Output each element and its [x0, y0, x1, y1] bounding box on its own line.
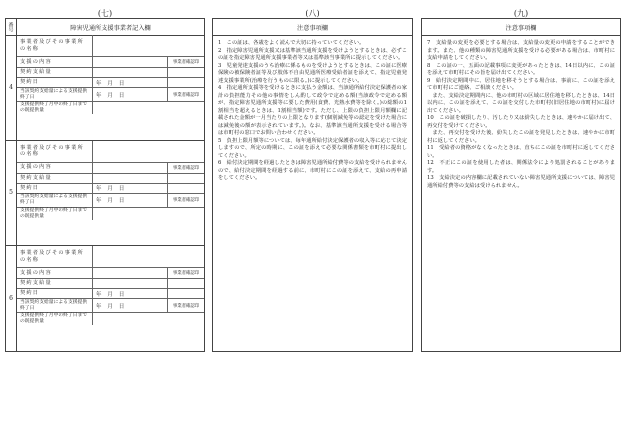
- confirm-seal: 事業者確認印: [172, 303, 200, 309]
- notes-panel-8: [212, 18, 413, 352]
- month-unit: 月: [107, 303, 113, 310]
- month-unit: 月: [107, 291, 113, 298]
- remaining-value[interactable]: [93, 208, 204, 220]
- note-paragraph: 9 給付決定期間中に、居住地を移そうとする場合は、事前に、この証を添えて市町村にご連絡、ご相談ください。: [427, 77, 615, 91]
- day-unit: 日: [118, 92, 125, 99]
- cap-date-row: [17, 88, 204, 102]
- cap-date-label: 当該契約支給量による支援提供終了日: [17, 194, 93, 207]
- cap-date-row: [17, 194, 204, 208]
- amount-label: 契約支給量: [17, 174, 93, 183]
- content-value[interactable]: [93, 163, 168, 173]
- amount-label: 契約支給量: [17, 279, 93, 288]
- section-number: 4: [6, 35, 17, 140]
- note-paragraph: 7 支給量の変更を必要とする場合は、支給量の変更の申請をすることができます。また、他の種類の障害児通所支援を受ける必要がある場合は、市町村に支給申請をしてください。: [427, 40, 615, 61]
- office-value[interactable]: [93, 246, 204, 267]
- note-paragraph: 4 指定通所支援等を受けるときに支払う金額は、当該通所給付決定保護者の家計の負担能力その他の事情をしん酌して政令で定める額(当該政令で定める額が、指定障害児通所支援等に要した費用(食費、光熱水費等を除く。)の総額の1割相当を超えるときは、1割相当額)です。ただし、上限の負担上限月額欄に記載された金額が一月当たりの上限となります(個別減免等の認定を受けた場合には減免後の額が表示されています。)。なお、基準該当通所支援を受ける場合等は市町村の窓口でお問い合わせください。: [218, 85, 407, 136]
- section-number: 6: [6, 246, 17, 352]
- day-unit: 日: [118, 198, 125, 205]
- amount-row: [17, 174, 204, 184]
- content-value[interactable]: [93, 57, 168, 67]
- content-label: 支援の内容: [17, 268, 93, 278]
- day-unit: 日: [118, 80, 125, 87]
- contract-date-value[interactable]: [93, 184, 168, 193]
- content-label: 支援の内容: [17, 163, 93, 173]
- note-paragraph: 3 児童発達支援のうち治療に係るものを受けようとするときは、この証に医療保険の被保険者証等及び肢体不自由児通所医療受給者証を添えて、指定児童発達支援事業所(治療を行うものに限る。)に提示してください。: [218, 62, 407, 84]
- note-paragraph: 8 この証の一、五面の記載事項に変更があったときは、14日以内に、この証を添えて市町村にその旨を届け出てください。: [427, 62, 615, 76]
- remaining-row: [17, 313, 204, 325]
- day-unit: 日: [118, 303, 125, 310]
- contract-date-row: [17, 184, 204, 194]
- provider-section: [6, 246, 204, 352]
- amount-value[interactable]: [93, 68, 168, 77]
- year-unit: 年: [96, 291, 102, 298]
- remaining-label: 支援提供終了月中の終了日までの既提供量: [17, 208, 93, 220]
- contract-date-row: [17, 78, 204, 88]
- cap-date-label: 当該契約支給量による支援提供終了日: [17, 299, 93, 312]
- note-paragraph: 13 支給決定の内容欄に記載されていない障害児通所支援については、障害児通所給付費等の支給は受けられません。: [427, 175, 615, 189]
- note-paragraph: 5 負担上限月額等については、毎年通所給付決定保護者の収入等に応じて決定しますので、所定の時期に、この証を添えて必要な関係書類を市町村に提出してください。: [218, 137, 407, 159]
- month-unit: 月: [107, 92, 113, 99]
- content-row: [17, 57, 204, 68]
- office-label: 事業者及びその事業所の名称: [17, 246, 93, 267]
- page-number-7: (七): [97, 9, 113, 18]
- provider-section: [6, 35, 204, 141]
- note-paragraph: また、支給決定期間内に、他の市町村の区域に居住地を移したときは、14日以内に、この証を添えて、この証を交付した市町村(旧居住地の市町村)に届け出てください。: [427, 92, 615, 114]
- month-unit: 月: [107, 80, 113, 87]
- year-unit: 年: [96, 80, 102, 87]
- cap-date-value[interactable]: [93, 88, 168, 101]
- note-paragraph: 10 この証を破損したり、汚したり又は紛失したときは、速やかに届け出て、再交付を受けてください。: [427, 115, 615, 129]
- amount-value[interactable]: [93, 174, 168, 183]
- cap-date-row: [17, 299, 204, 313]
- content-row: [17, 163, 204, 174]
- remaining-row: [17, 102, 204, 114]
- form-title: 障害児通所支援事業者記入欄: [70, 24, 151, 32]
- page-number-8: (八): [305, 9, 320, 18]
- provider-section: [6, 141, 204, 247]
- confirm-seal: 事業者確認印: [172, 92, 200, 98]
- confirm-seal: 事業者確認印: [172, 198, 200, 204]
- remaining-value[interactable]: [93, 102, 204, 114]
- year-unit: 年: [96, 303, 102, 310]
- notes-body: [213, 36, 412, 187]
- content-label: 支援の内容: [17, 57, 93, 67]
- year-unit: 年: [96, 198, 102, 205]
- office-value[interactable]: [93, 141, 204, 162]
- notes-panel-9: [421, 18, 621, 352]
- month-unit: 月: [107, 186, 113, 193]
- confirm-seal: 事業者確認印: [172, 60, 200, 65]
- note-paragraph: 12 不正にこの証を使用した者は、関係法令により処罰されることがあります。: [427, 160, 615, 174]
- amount-value[interactable]: [93, 279, 168, 288]
- section-number: 5: [6, 141, 17, 246]
- remaining-label: 支援提供終了月中の終了日までの既提供量: [17, 102, 93, 114]
- remaining-label: 支援提供終了月中の終了日までの既提供量: [17, 313, 93, 325]
- note-paragraph: また、再交付を受けた後、紛失したこの証を発見したときは、速やかに市町村に返してください。: [427, 130, 615, 144]
- day-unit: 日: [118, 186, 125, 193]
- day-unit: 日: [118, 291, 125, 298]
- office-row: [17, 141, 204, 163]
- office-value[interactable]: [93, 35, 204, 56]
- note-paragraph: 1 この証は、各歳をよく読んで大切に持っていてください。: [218, 40, 365, 46]
- contract-date-row: [17, 289, 204, 299]
- year-unit: 年: [96, 92, 102, 99]
- contract-date-value[interactable]: [93, 289, 168, 298]
- notes-body: [422, 36, 620, 194]
- cap-date-value[interactable]: [93, 194, 168, 207]
- office-label: 事業者及びその事業所の名称: [17, 141, 93, 162]
- remaining-row: [17, 208, 204, 220]
- note-paragraph: 11 受給者の資格がなくなったときは、直ちにこの証を市町村に返してください。: [427, 145, 615, 159]
- confirm-seal: 事業者確認印: [172, 165, 200, 171]
- contract-date-label: 契約日: [17, 289, 93, 298]
- amount-row: [17, 279, 204, 289]
- office-row: [17, 35, 204, 57]
- note-paragraph: 2 指定障害児通所支援又は基準該当通所支援を受けようとするときは、必ずこの証を指定障害児通所支援事業者等又は基準該当事業所に提示してください。: [218, 47, 407, 61]
- contract-date-label: 契約日: [17, 184, 93, 193]
- contract-date-label: 契約日: [17, 78, 93, 87]
- office-label: 事業者及びその事業所の名称: [17, 35, 93, 56]
- cap-date-value[interactable]: [93, 299, 168, 312]
- month-unit: 月: [107, 198, 113, 205]
- content-row: [17, 268, 204, 279]
- notes-title: 注意事項欄: [422, 19, 620, 36]
- year-unit: 年: [96, 186, 102, 193]
- contract-date-value[interactable]: [93, 78, 168, 87]
- note-paragraph: 6 給付決定期間を経過したときは障害児通所給付費等の支給を受けられませんので、給付決定期間を経過する前に、市町村にこの証を添えて、支給の再申請をしてください。: [218, 160, 407, 181]
- content-value[interactable]: [93, 268, 168, 278]
- remaining-value[interactable]: [93, 313, 204, 325]
- page-number-9: (九): [513, 9, 529, 18]
- seq-header: 番号: [6, 19, 17, 35]
- notes-title: 注意事項欄: [213, 19, 412, 36]
- office-row: [17, 246, 204, 268]
- amount-label: 契約支給量: [17, 68, 93, 77]
- amount-row: [17, 68, 204, 78]
- cap-date-label: 当該契約支給量による支援提供終了日: [17, 88, 93, 101]
- provider-entry-form: [5, 18, 205, 352]
- confirm-seal: 事業者確認印: [172, 271, 200, 277]
